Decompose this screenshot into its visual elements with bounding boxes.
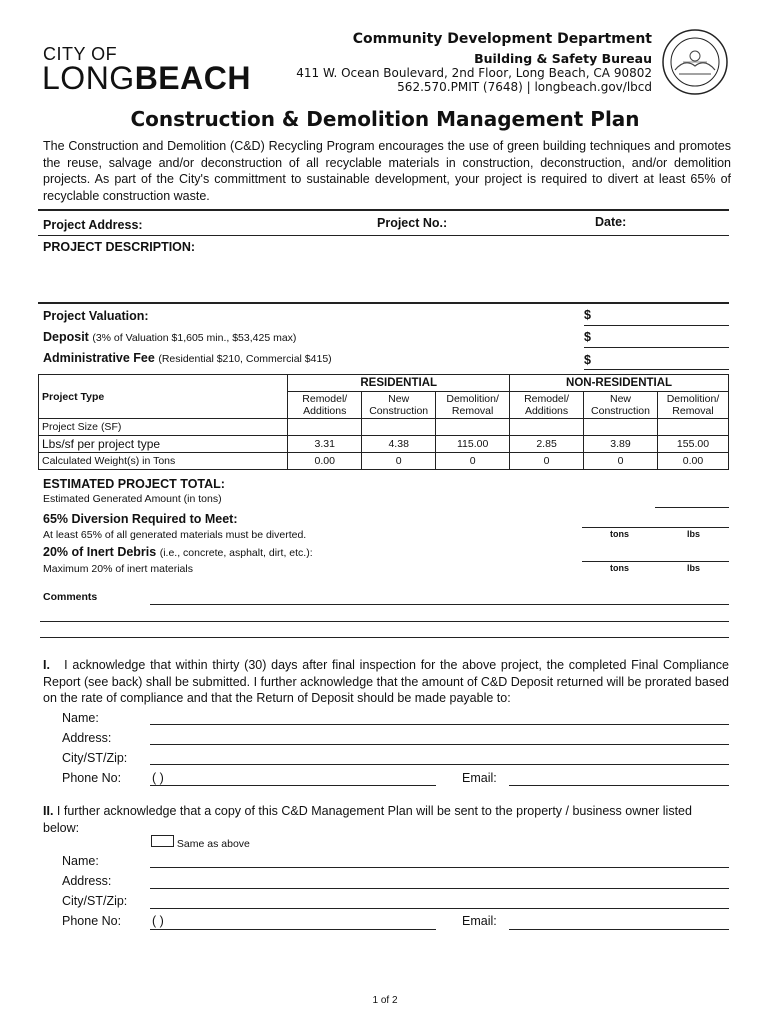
size-cell[interactable]	[362, 419, 436, 436]
column-header-line: Removal	[451, 405, 494, 417]
dollar-sign: $	[584, 330, 591, 344]
lbs-label: lbs	[687, 563, 701, 573]
bureau-name: Building & Safety Bureau	[474, 51, 652, 66]
city-seal-icon	[661, 28, 729, 96]
weight-cell: 0.00	[657, 453, 728, 470]
column-header	[288, 392, 362, 419]
ack1-name-label: Name:	[62, 711, 99, 725]
comments-label: Comments	[43, 591, 98, 603]
size-cell[interactable]	[657, 419, 728, 436]
ack2-name-label: Name:	[62, 854, 99, 868]
page-title: Construction & Demolition Management Plan	[130, 107, 640, 131]
column-header-line: Construction	[591, 405, 650, 417]
project-address-label: Project Address:	[43, 218, 143, 232]
deposit-label: Deposit	[43, 330, 89, 344]
admin-fee-row	[43, 351, 332, 365]
inert-label: 20% of Inert Debris	[43, 545, 157, 559]
size-cell[interactable]	[584, 419, 658, 436]
weight-cell: 0	[584, 453, 658, 470]
dollar-sign: $	[584, 308, 591, 322]
acknowledgement-2	[43, 803, 729, 836]
ack1-address-label: Address:	[62, 731, 112, 745]
lbs-cell: 4.38	[362, 436, 436, 453]
row-label: Project Size (SF)	[39, 419, 288, 436]
divider	[38, 302, 729, 304]
lbs-label: lbs	[687, 529, 701, 539]
weight-cell: 0	[436, 453, 510, 470]
project-type-header: Project Type	[39, 375, 288, 419]
ack2-address-label: Address:	[62, 874, 112, 888]
lbs-cell: 2.85	[510, 436, 584, 453]
tons-label: tons	[610, 563, 629, 573]
column-header-line: New	[388, 393, 410, 405]
table-row	[39, 436, 729, 453]
diversion-sub: At least 65% of all generated materials must be diverted.	[43, 529, 307, 541]
column-header-line: Construction	[369, 405, 429, 417]
column-header	[362, 392, 436, 419]
same-as-above-label: Same as above	[176, 838, 250, 850]
lbs-cell: 115.00	[436, 436, 510, 453]
valuation-field[interactable]	[584, 325, 729, 326]
deposit-row	[43, 330, 296, 344]
project-description-label: PROJECT DESCRIPTION:	[43, 240, 196, 254]
ack1-phone-field[interactable]	[150, 785, 436, 786]
column-header	[510, 392, 584, 419]
estimated-total-label: ESTIMATED PROJECT TOTAL:	[43, 477, 225, 491]
inert-sub: Maximum 20% of inert materials	[43, 563, 193, 575]
weight-cell: 0.00	[288, 453, 362, 470]
deposit-note: (3% of Valuation $1,605 min., $53,425 max)	[92, 332, 297, 344]
ack1-email-label: Email:	[462, 771, 497, 785]
comments-line[interactable]	[40, 637, 729, 638]
ack1-email-field[interactable]	[509, 785, 729, 786]
inert-note: (i.e., concrete, asphalt, dirt, etc.):	[159, 547, 313, 559]
ack2-city-label: City/ST/Zip:	[62, 894, 128, 908]
ack1-phone-label: Phone No:	[62, 771, 122, 785]
project-valuation-label: Project Valuation:	[43, 309, 149, 323]
department-name: Community Development Department	[352, 31, 652, 47]
divider	[38, 209, 729, 211]
diversion-label: 65% Diversion Required to Meet:	[43, 512, 238, 526]
header-address: 411 W. Ocean Boulevard, 2nd Floor, Long Beach, CA 90802	[296, 66, 652, 80]
ack1-text: I acknowledge that within thirty (30) days after final inspection for the above project, the completed Final Compliance Report (see back) shall be submitted. I further acknowledge that the amount of C&D Deposit returned will be prorated based on the rate of compliance and that the Return of Deposit should be made payable to:	[43, 658, 729, 705]
column-header-line: Remodel/	[524, 393, 570, 405]
admin-fee-field[interactable]	[584, 369, 729, 370]
page-number: 1 of 2	[372, 995, 398, 1006]
tons-label: tons	[610, 529, 629, 539]
deposit-field[interactable]	[584, 347, 729, 348]
same-as-above-option	[151, 835, 250, 850]
ack1-number: I.	[43, 658, 50, 672]
residential-header: RESIDENTIAL	[288, 375, 510, 392]
column-header-line: Demolition/	[446, 393, 499, 405]
project-no-label: Project No.:	[377, 216, 448, 230]
logo-city-of: CITY OF	[43, 44, 118, 64]
comments-line[interactable]	[40, 621, 729, 622]
size-cell[interactable]	[510, 419, 584, 436]
same-as-above-checkbox[interactable]	[151, 835, 174, 847]
estimated-total-field[interactable]	[655, 507, 729, 508]
ack2-address-field[interactable]	[150, 888, 729, 889]
row-label: Calculated Weight(s) in Tons	[39, 453, 288, 470]
admin-fee-note: (Residential $210, Commercial $415)	[158, 353, 332, 365]
column-header	[584, 392, 658, 419]
acknowledgement-1	[43, 657, 729, 707]
logo-beach: BEACH	[134, 60, 251, 96]
ack2-text: I further acknowledge that a copy of this C&D Management Plan will be sent to the property / business owner listed below:	[43, 804, 692, 835]
divider	[38, 235, 729, 236]
ack2-phone-label: Phone No:	[62, 914, 122, 928]
dollar-sign: $	[584, 353, 591, 367]
intro-paragraph: The Construction and Demolition (C&D) Recycling Program encourages the use of green building techniques and promotes the reuse, salvage and/or deconstruction of all recyclable materials in construction, deconstruction, and/or demolition projects. As part of the City's committment to sustainable development, your project is required to divert at least 65% of recyclable construction waste.	[43, 139, 731, 203]
ack2-number: II.	[43, 804, 54, 818]
table-row	[39, 453, 729, 470]
ack1-city-field[interactable]	[150, 764, 729, 765]
admin-fee-label: Administrative Fee	[43, 351, 155, 365]
ack2-email-field[interactable]	[509, 929, 729, 930]
size-cell[interactable]	[436, 419, 510, 436]
inert-field[interactable]	[582, 561, 729, 562]
lbs-cell: 155.00	[657, 436, 728, 453]
ack2-phone-field[interactable]	[150, 929, 436, 930]
size-cell[interactable]	[288, 419, 362, 436]
ack1-city-label: City/ST/Zip:	[62, 751, 128, 765]
ack2-email-label: Email:	[462, 914, 497, 928]
estimated-total-sub: Estimated Generated Amount (in tons)	[43, 493, 222, 505]
ack2-phone-paren: ( )	[152, 914, 164, 928]
logo-long-beach	[42, 60, 251, 97]
column-header-line: Remodel/	[302, 393, 348, 405]
diversion-field[interactable]	[582, 527, 729, 528]
column-header-line: Additions	[524, 405, 569, 417]
date-label: Date:	[595, 215, 627, 229]
lbs-cell: 3.31	[288, 436, 362, 453]
column-header-line: New	[609, 393, 631, 405]
non-residential-header: NON-RESIDENTIAL	[510, 375, 729, 392]
ack2-city-field[interactable]	[150, 908, 729, 909]
inert-row	[43, 545, 313, 559]
column-header-line: Demolition/	[666, 393, 720, 405]
weight-cell: 0	[510, 453, 584, 470]
comments-line[interactable]	[150, 604, 729, 605]
column-header-line: Additions	[303, 405, 347, 417]
table-row	[39, 419, 729, 436]
lbs-cell: 3.89	[584, 436, 658, 453]
project-type-table	[38, 374, 729, 470]
column-header-line: Removal	[672, 405, 714, 417]
ack1-address-field[interactable]	[150, 744, 729, 745]
column-header	[657, 392, 728, 419]
column-header	[436, 392, 510, 419]
header-contact: 562.570.PMIT (7648) | longbeach.gov/lbcd	[397, 80, 652, 94]
row-label: Lbs/sf per project type	[39, 436, 288, 453]
ack1-name-field[interactable]	[150, 724, 729, 725]
ack2-name-field[interactable]	[150, 867, 729, 868]
ack1-phone-paren: ( )	[152, 771, 164, 785]
weight-cell: 0	[362, 453, 436, 470]
logo-long: LONG	[42, 60, 135, 96]
